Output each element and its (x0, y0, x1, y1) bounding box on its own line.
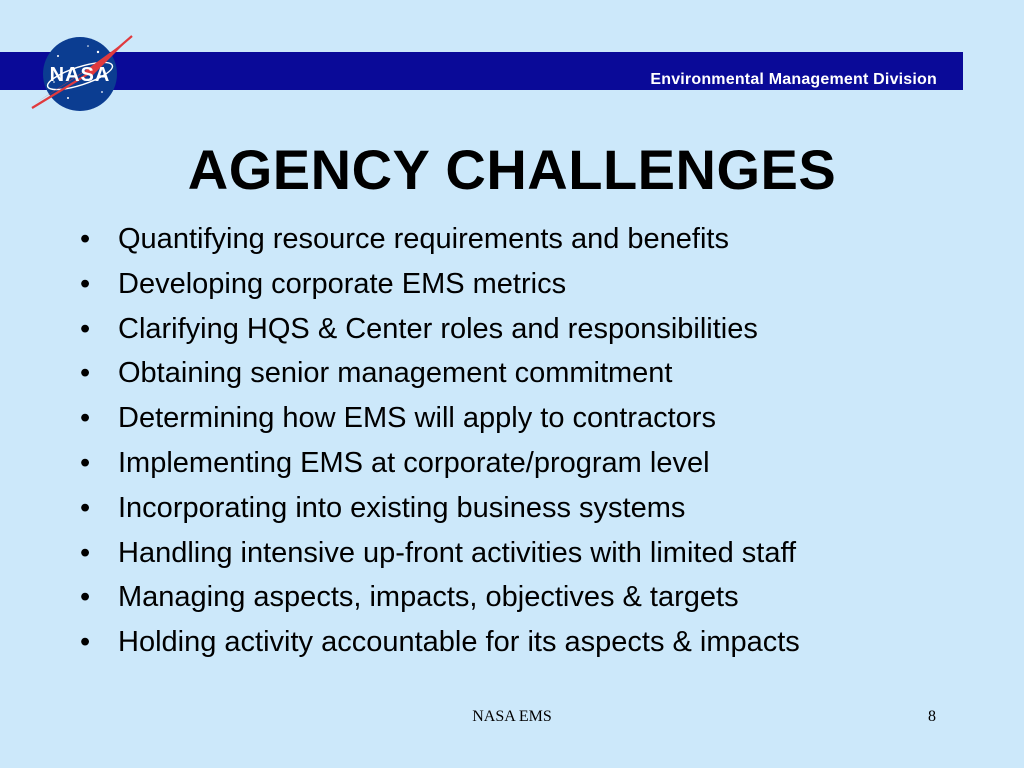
header-bar (0, 52, 963, 90)
slide-title: AGENCY CHALLENGES (187, 138, 837, 201)
bullet-item (80, 531, 800, 576)
bullet-text: Obtaining senior management commitment (118, 357, 673, 390)
bullet-item (80, 351, 800, 396)
bullet-item (80, 486, 800, 531)
bullet-dot-icon: • (80, 536, 91, 569)
bullet-text: Quantifying resource requirements and benefits (118, 223, 729, 255)
bullet-text: Incorporating into existing business systems (118, 491, 686, 524)
page-number: 8 (928, 708, 936, 725)
bullet-dot-icon: • (80, 581, 91, 614)
bullet-dot-icon: • (80, 491, 91, 524)
bullet-text: Developing corporate EMS metrics (118, 267, 567, 300)
bullet-dot-icon: • (80, 223, 91, 255)
bullet-text: Determining how EMS will apply to contractors (118, 402, 716, 435)
bullet-dot-icon: • (80, 312, 91, 345)
nasa-logo (28, 30, 138, 120)
bullet-item (80, 217, 800, 262)
bullet-dot-icon: • (80, 626, 91, 659)
bullet-item (80, 307, 800, 352)
bullet-dot-icon: • (80, 357, 91, 390)
bullet-text: Handling intensive up-front activities with limited staff (118, 536, 797, 569)
bullet-item (80, 441, 800, 486)
bullet-dot-icon: • (80, 267, 91, 300)
footer-label: NASA EMS (472, 708, 552, 725)
bullet-item (80, 262, 800, 307)
bullet-text: Holding activity accountable for its aspects & impacts (118, 626, 800, 659)
bullet-text: Implementing EMS at corporate/program level (118, 446, 710, 479)
bullet-item (80, 396, 800, 441)
bullet-item (80, 620, 800, 665)
bullet-dot-icon: • (80, 402, 91, 435)
bullet-text: Clarifying HQS & Center roles and responsibilities (118, 312, 758, 345)
nasa-wordmark: NASA (49, 64, 111, 86)
division-label: Environmental Management Division (650, 71, 937, 88)
bullet-item (80, 575, 800, 620)
bullet-dot-icon: • (80, 446, 91, 479)
bullet-text: Managing aspects, impacts, objectives & targets (118, 581, 739, 614)
bullet-list (80, 217, 800, 665)
